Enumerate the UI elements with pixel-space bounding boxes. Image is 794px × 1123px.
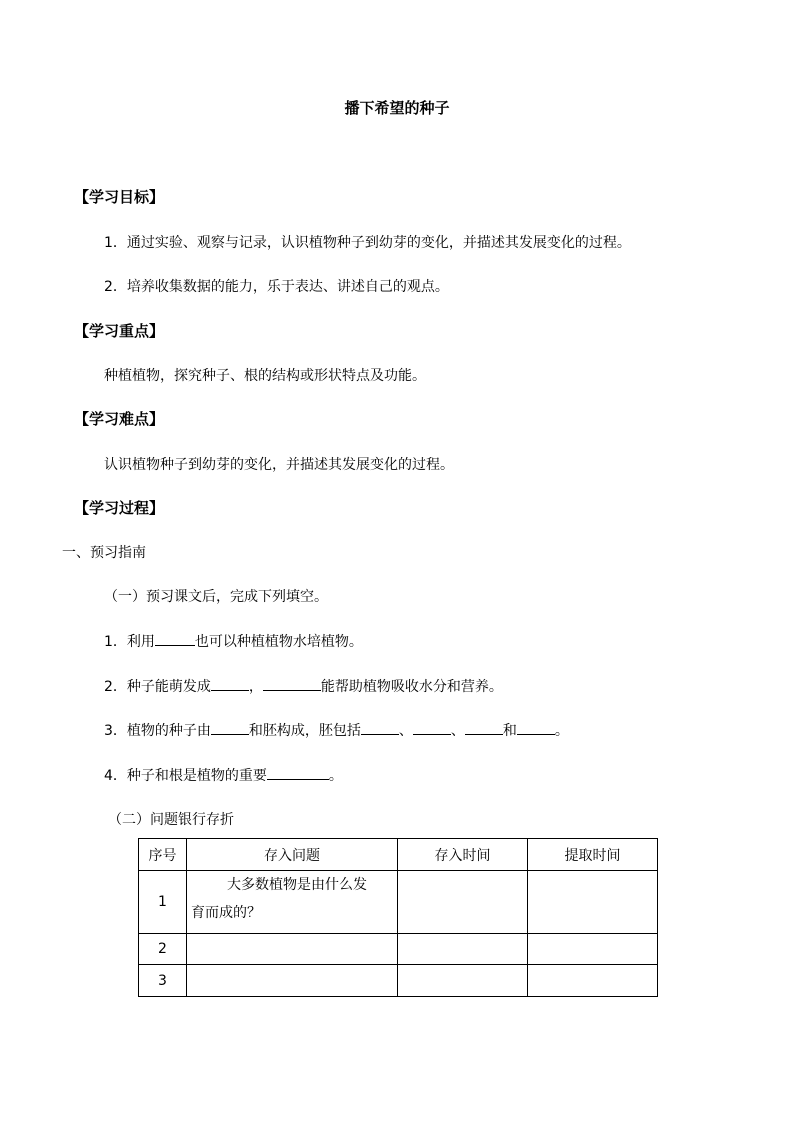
question-3-part-b: 和胚构成，胚包括 <box>248 723 361 739</box>
withdraw-time-cell[interactable] <box>528 965 658 997</box>
question-2-part-b: ， <box>248 679 263 695</box>
question-1-part-b: 也可以种植植物水培植物。 <box>194 634 363 650</box>
page-title: 播下希望的种子 <box>344 99 450 117</box>
row-number: 3 <box>139 965 187 997</box>
goal-item-2: 2．培养收集数据的能力，乐于表达、讲述自己的观点。 <box>104 279 449 295</box>
question-1-part-a: 1．利用 <box>104 634 155 650</box>
question-3-part-d: 、 <box>450 723 465 739</box>
table-row <box>139 934 658 965</box>
column-header-number: 序号 <box>139 839 187 871</box>
row-number: 1 <box>139 871 187 934</box>
deposit-time-cell[interactable] <box>398 934 528 965</box>
withdraw-time-cell[interactable] <box>528 934 658 965</box>
deposit-time-cell[interactable] <box>398 871 528 934</box>
key-text: 种植植物，探究种子、根的结构或形状特点及功能。 <box>104 368 426 384</box>
difficulty-heading: 【学习难点】 <box>74 410 165 428</box>
fill-in-instruction: （一）预习课文后，完成下列填空。 <box>104 589 328 605</box>
question-cell[interactable] <box>187 934 398 965</box>
column-header-deposit-time: 存入时间 <box>398 839 528 871</box>
question-4-part-b: 。 <box>328 768 343 784</box>
table-header-row <box>139 839 658 871</box>
question-3 <box>104 720 569 740</box>
answer-blank <box>211 676 249 691</box>
deposit-time-cell[interactable] <box>398 965 528 997</box>
row-number: 2 <box>139 934 187 965</box>
answer-blank <box>413 720 451 735</box>
question-2-part-a: 2．种子能萌发成 <box>104 679 211 695</box>
answer-blank <box>155 631 195 646</box>
question-bank-table <box>138 838 658 997</box>
goal-item-1: 1．通过实验、观察与记录，认识植物种子到幼芽的变化，并描述其发展变化的过程。 <box>104 235 631 251</box>
question-bank-title: （二）问题银行存折 <box>108 812 234 828</box>
question-4 <box>104 765 343 785</box>
question-2-part-c: 能帮助植物吸收水分和营养。 <box>320 679 503 695</box>
answer-blank <box>211 720 249 735</box>
question-4-part-a: 4．种子和根是植物的重要 <box>104 768 267 784</box>
answer-blank <box>361 720 399 735</box>
question-3-part-c: 、 <box>398 723 413 739</box>
question-1 <box>104 631 363 651</box>
table-row <box>139 871 658 934</box>
question-cell[interactable] <box>187 871 398 934</box>
withdraw-time-cell[interactable] <box>528 871 658 934</box>
key-heading: 【学习重点】 <box>74 322 165 340</box>
question-3-part-a: 3．植物的种子由 <box>104 723 211 739</box>
answer-blank <box>263 676 321 691</box>
column-header-question: 存入问题 <box>187 839 398 871</box>
question-3-part-f: 。 <box>554 723 569 739</box>
answer-blank <box>465 720 503 735</box>
difficulty-text: 认识植物种子到幼芽的变化，并描述其发展变化的过程。 <box>104 457 454 473</box>
question-3-part-e: 和 <box>502 723 517 739</box>
answer-blank <box>517 720 555 735</box>
column-header-withdraw-time: 提取时间 <box>528 839 658 871</box>
preview-guide-title: 一、预习指南 <box>62 545 146 561</box>
process-heading: 【学习过程】 <box>74 499 165 517</box>
question-2 <box>104 676 503 696</box>
table-row <box>139 965 658 997</box>
goals-heading: 【学习目标】 <box>74 188 165 206</box>
question-cell[interactable] <box>187 965 398 997</box>
question-text-line-2: 育而成的？ <box>191 905 261 921</box>
question-text-line-1: 大多数植物是由什么发 <box>227 877 367 893</box>
answer-blank <box>267 765 329 780</box>
